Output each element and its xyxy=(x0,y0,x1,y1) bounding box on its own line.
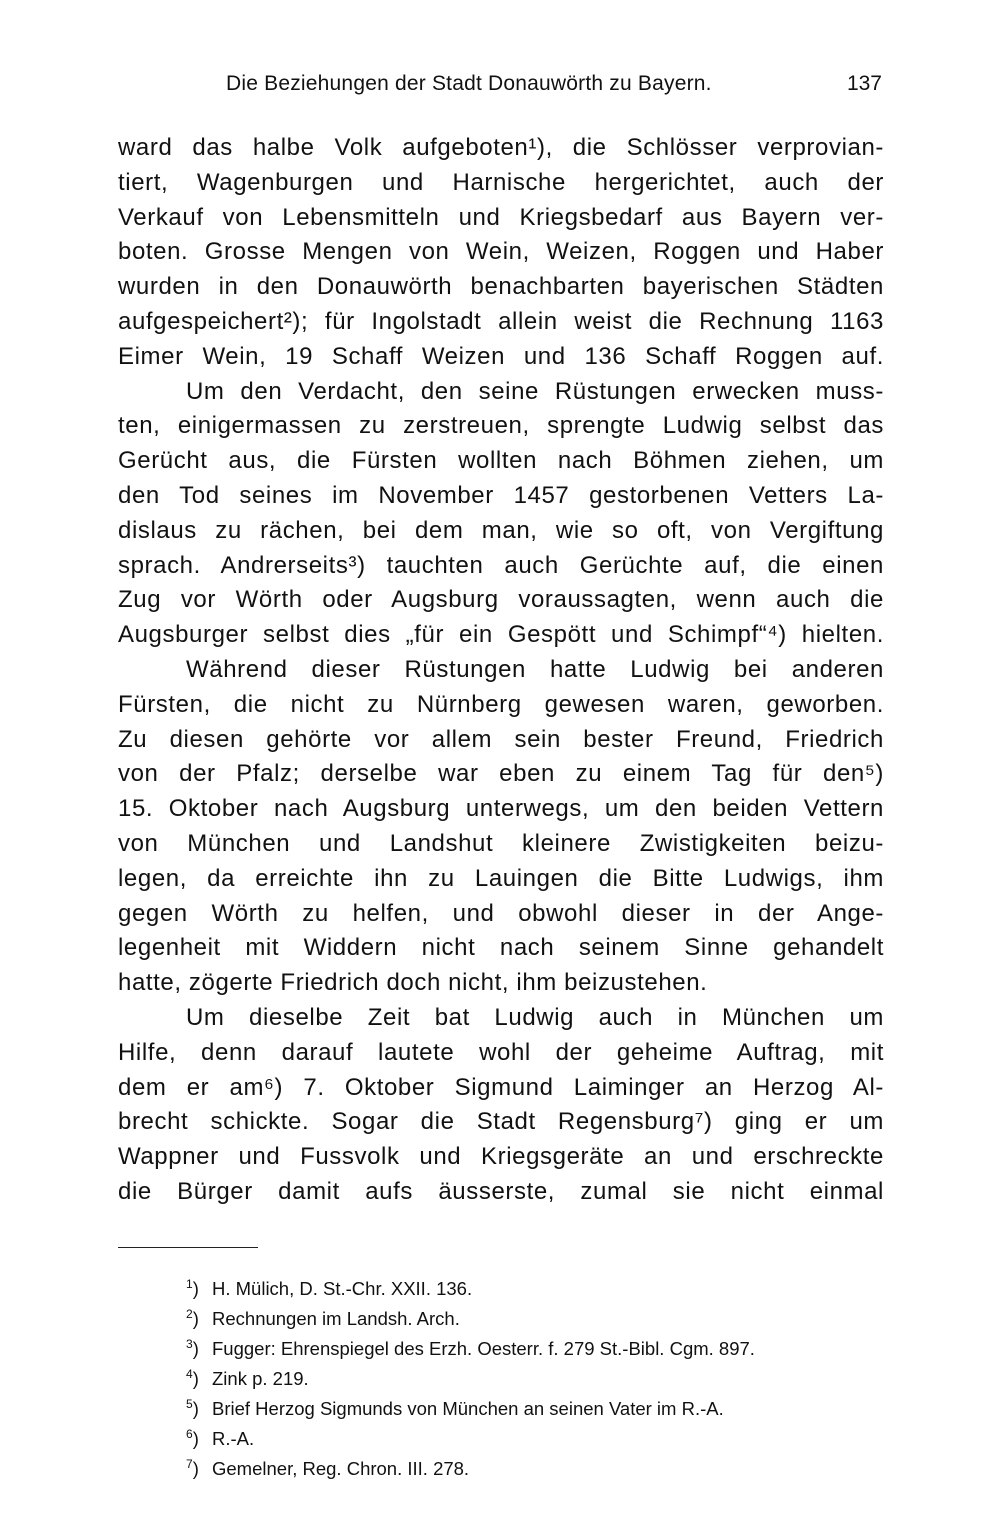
text-line: von der Pfalz; derselbe war eben zu einem Tag für den⁵) xyxy=(118,760,884,788)
body-text xyxy=(118,131,884,1210)
footnote-text: Gemelner, Reg. Chron. III. 278. xyxy=(212,1458,470,1480)
text-line: Gerücht aus, die Fürsten wollten nach Böhmen ziehen, um xyxy=(118,447,884,475)
text-line: boten. Grosse Mengen von Wein, Weizen, Roggen und Haber xyxy=(118,238,884,266)
footnote-text: Brief Herzog Sigmunds von München an seinen Vater im R.-A. xyxy=(212,1398,724,1420)
footnote-mark: 6 xyxy=(186,1427,193,1441)
footnote-mark: 4 xyxy=(186,1367,193,1381)
footnote-text: Zink p. 219. xyxy=(212,1368,309,1390)
text-line: Verkauf von Lebensmitteln und Kriegsbedarf aus Bayern ver- xyxy=(118,203,884,231)
text-line: Augsburger selbst dies „für ein Gespött und Schimpf“⁴) hielten. xyxy=(118,621,884,649)
text-line: ward das halbe Volk aufgeboten¹), die Schlösser verprovian- xyxy=(118,134,884,161)
footnote-mark: 3 xyxy=(186,1337,193,1351)
text-line: Zu diesen gehörte vor allem sein bester Freund, Friedrich xyxy=(118,725,884,753)
text-line: Hilfe, denn darauf lautete wohl der geheime Auftrag, mit xyxy=(118,1038,884,1066)
footnote: $^1$) H. Mülich, D. St.-Chr. XXII. 136. xyxy=(186,1277,473,1300)
footnote-separator xyxy=(118,1247,258,1248)
text-line: dem er am⁶) 7. Oktober Sigmund Laiminger an Herzog Al- xyxy=(118,1073,884,1101)
text-line: Während dieser Rüstungen hatte Ludwig bei anderen xyxy=(186,655,884,683)
text-line: legenheit mit Widdern nicht nach seinem Sinne gehandelt xyxy=(118,934,884,962)
footnote-mark: 5 xyxy=(186,1397,193,1411)
footnote-text: Rechnungen im Landsh. Arch. xyxy=(212,1308,460,1330)
text-line: von München und Landshut kleinere Zwistigkeiten beizu- xyxy=(118,829,884,857)
text-line: wurden in den Donauwörth benachbarten bayerischen Städten xyxy=(118,273,884,301)
text-line: die Bürger damit aufs äusserste, zumal sie nicht einmal xyxy=(118,1177,884,1205)
text-line: Wappner und Fussvolk und Kriegsgeräte an und erschreckte xyxy=(118,1143,884,1171)
text-line: brecht schickte. Sogar die Stadt Regensburg⁷) ging er um xyxy=(118,1108,884,1136)
footnote: $^6$) R.-A. xyxy=(186,1427,255,1450)
text-line: aufgespeichert²); für Ingolstadt allein weist die Rechnung 1163 xyxy=(118,307,884,335)
text-line: Fürsten, die nicht zu Nürnberg gewesen waren, geworben. xyxy=(118,690,884,718)
text-line: gegen Wörth zu helfen, und obwohl dieser in der Ange- xyxy=(118,899,884,927)
text-line: Zug vor Wörth oder Augsburg voraussagten, wenn auch die xyxy=(118,586,884,614)
running-header xyxy=(120,62,882,102)
footnote-mark: 2 xyxy=(186,1307,193,1321)
text-line: den Tod seines im November 1457 gestorbenen Vetters La- xyxy=(118,481,884,509)
footnote-text: H. Mülich, D. St.-Chr. XXII. 136. xyxy=(212,1278,473,1300)
text-line: tiert, Wagenburgen und Harnische hergerichtet, auch der xyxy=(118,168,884,196)
text-line: legen, da erreichte ihn zu Lauingen die Bitte Ludwigs, ihm xyxy=(118,864,884,892)
footnote-text: R.-A. xyxy=(212,1428,255,1450)
text-line: hatte, zögerte Friedrich doch nicht, ihm beizustehen. xyxy=(118,969,708,997)
text-line: Um den Verdacht, den seine Rüstungen erwecken muss- xyxy=(186,377,884,405)
footnote-mark: 7 xyxy=(186,1457,193,1471)
text-line: 15. Oktober nach Augsburg unterwegs, um den beiden Vettern xyxy=(118,795,884,823)
footnote-text: Fugger: Ehrenspiegel des Erzh. Oesterr. f. 279 St.-Bibl. Cgm. 897. xyxy=(212,1338,755,1360)
footnote: $^7$) Gemelner, Reg. Chron. III. 278. xyxy=(186,1457,470,1480)
footnote: $^4$) Zink p. 219. xyxy=(186,1367,309,1390)
running-title: Die Beziehungen der Stadt Donauwörth zu Bayern. xyxy=(226,72,712,95)
text-line: Eimer Wein, 19 Schaff Weizen und 136 Schaff Roggen auf. xyxy=(118,342,884,370)
text-line: Um dieselbe Zeit bat Ludwig auch in München um xyxy=(186,1003,884,1031)
footnote: $^5$) Brief Herzog Sigmunds von München an seinen Vater im R.-A. xyxy=(186,1397,724,1420)
footnote-mark: 1 xyxy=(186,1277,193,1291)
footnotes xyxy=(186,1269,886,1479)
text-line: ten, einigermassen zu zerstreuen, sprengte Ludwig selbst das xyxy=(118,412,884,440)
footnote: $^2$) Rechnungen im Landsh. Arch. xyxy=(186,1307,460,1330)
text-line: dislaus zu rächen, bei dem man, wie so oft, von Vergiftung xyxy=(118,516,884,544)
text-line: sprach. Andrerseits³) tauchten auch Gerüchte auf, die einen xyxy=(118,551,884,579)
footnote: $^3$) Fugger: Ehrenspiegel des Erzh. Oesterr. f. 279 St.-Bibl. Cgm. 897. xyxy=(186,1337,755,1360)
page-number: 137 xyxy=(846,72,882,95)
